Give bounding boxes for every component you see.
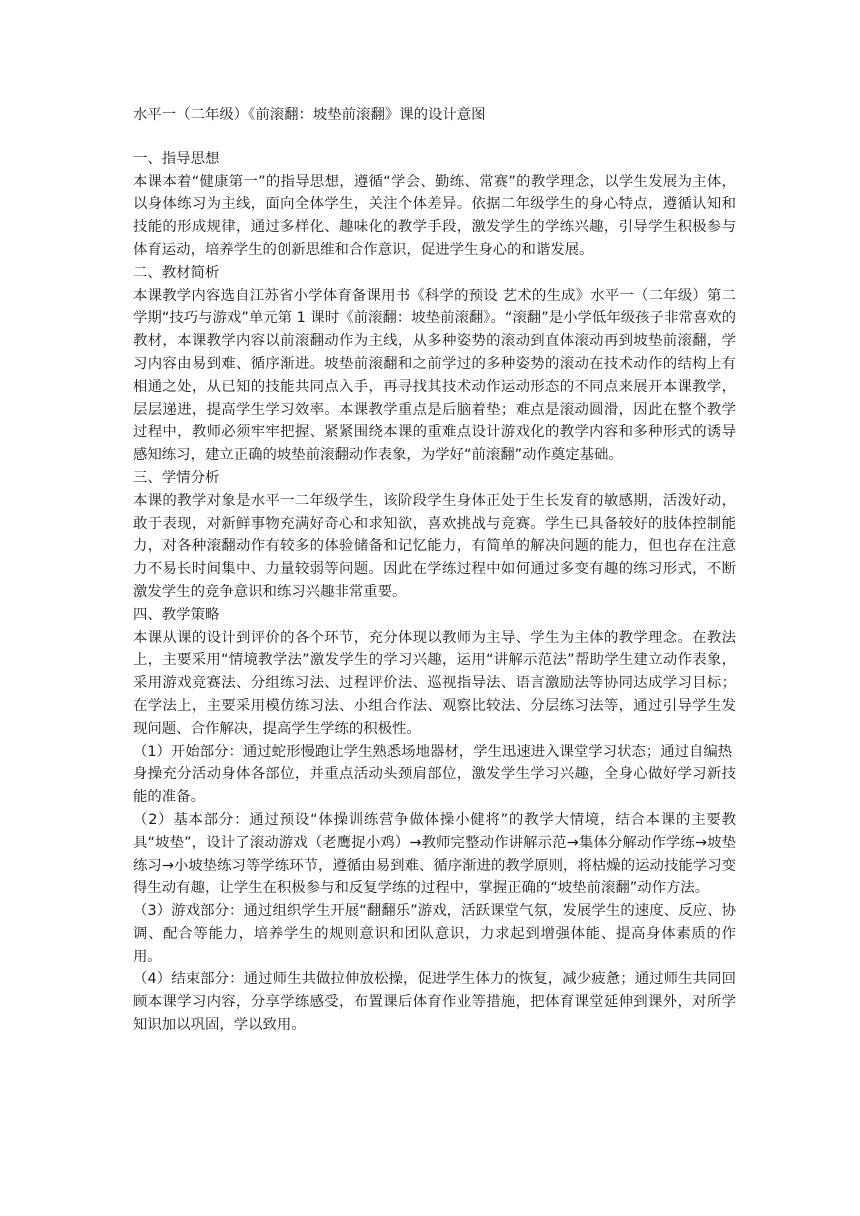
section-paragraph: 本课从课的设计到评价的各个环节，充分体现以教师为主导、学生为主体的教学理念。在教法上，主要采用“情境教学法”激发学生的学习兴趣，运用“讲解示范法”帮助学生建立动作表象，采用游戏竞赛法、分组练习法、过程评价法、巡视指导法、语言激励法等协同达成学习目标；在学法上，主要采用模仿练习法、小组合作法、观察比较法、分层练习法等，通过引导学生发现问题、合作解决，提高学生学练的积极性。 <box>133 629 736 737</box>
list-item-opening-continued: 身操充分活动身体各部位，并重点活动头颈肩部位，激发学生学习兴趣，全身心做好学习新技能的准备。 <box>133 766 736 806</box>
section-heading-student-analysis: 三、学情分析 <box>133 469 220 486</box>
document-body <box>133 104 736 1037</box>
list-item-game: （3）游戏部分：通过组织学生开展“翻翻乐”游戏，活跃课堂气氛，发展学生的速度、反应、协调、配合等能力，培养学生的规则意识和团队意识，力求起到增强体能、提高身体素质的作用。 <box>133 903 736 965</box>
section-paragraph: 本课的教学对象是水平一二年级学生，该阶段学生身体正处于生长发育的敏感期，活泼好动，敢于表现，对新鲜事物充满好奇心和求知欲，喜欢挑战与竞赛。学生已具备较好的肢体控制能力，对各种滚翻动作有较多的体验储备和记忆能力，有简单的解决问题的能力，但也存在注意力不易长时间集中、力量较弱等问题。因此在学练过程中如何通过多变有趣的练习形式，不断激发学生的竞争意识和练习兴趣非常重要。 <box>133 492 736 600</box>
document-title: 水平一（二年级）《前滚翻：坡垫前滚翻》课的设计意图 <box>133 107 486 123</box>
section-paragraph: 本课教学内容选自江苏省小学体育备课用书《科学的预设 艺术的生成》水平一（二年级）第二学期“技巧与游戏”单元第 1 课时《前滚翻：坡垫前滚翻》。“滚翻”是小学低年级孩子非常喜欢的教材，本课教学内容以前滚翻动作为主线，从多种姿势的滚动到直体滚动再到坡垫前滚翻，学习内容由易到难、循序渐进。坡垫前滚翻和之前学过的多种姿势的滚动在技术动作的结构上有相通之处，从已知的技能共同点入手，再寻找其技术动作运动形态的不同点来展开本课教学，层层递进，提高学生学习效率。本课教学重点是后脑着垫；难点是滚动圆滑，因此在整个教学过程中，教师必须牢牢把握、紧紧围绕本课的重难点设计游戏化的教学内容和多种形式的诱导感知练习，建立正确的坡垫前滚翻动作表象，为学好“前滚翻”动作奠定基础。 <box>133 287 736 464</box>
section-paragraph: 本课本着“健康第一”的指导思想，遵循“学会、勤练、常赛”的教学理念，以学生发展为主体，以身体练习为主线，面向全体学生，关注个体差异。依据二年级学生的身心特点，遵循认知和技能的形成规律，通过多样化、趣味化的教学手段，激发学生的学练兴趣，引导学生积极参与体育运动，培养学生的创新思维和合作意识，促进学生身心的和谐发展。 <box>133 173 736 258</box>
section-heading-guiding-ideology: 一、指导思想 <box>133 150 220 167</box>
section-heading-textbook-analysis: 二、教材简析 <box>133 264 220 281</box>
list-item-closing: （4）结束部分：通过师生共做拉伸放松操，促进学生体力的恢复，减少疲惫；通过师生共同回顾本课学习内容，分享学练感受，布置课后体育作业等措施，把体育课堂延伸到课外，对所学知识加以巩固，学以致用。 <box>133 971 736 1034</box>
section-heading-teaching-strategy: 四、教学策略 <box>133 606 220 623</box>
list-item-basic: （2）基本部分：通过预设“体操训练营争做体操小健将”的教学大情境，结合本课的主要教具“坡垫”，设计了滚动游戏（老鹰捉小鸡）→教师完整动作讲解示范→集体分解动作学练→坡垫练习→小坡垫练习等学练环节，遵循由易到难、循序渐进的教学原则，将枯燥的运动技能学习变得生动有趣，让学生在积极参与和反复学练的过程中，掌握正确的“坡垫前滚翻”动作方法。 <box>133 811 736 897</box>
list-item-opening: （1）开始部分：通过蛇形慢跑让学生熟悉场地器材，学生迅速进入课堂学习状态；通过自编热 <box>133 743 733 760</box>
